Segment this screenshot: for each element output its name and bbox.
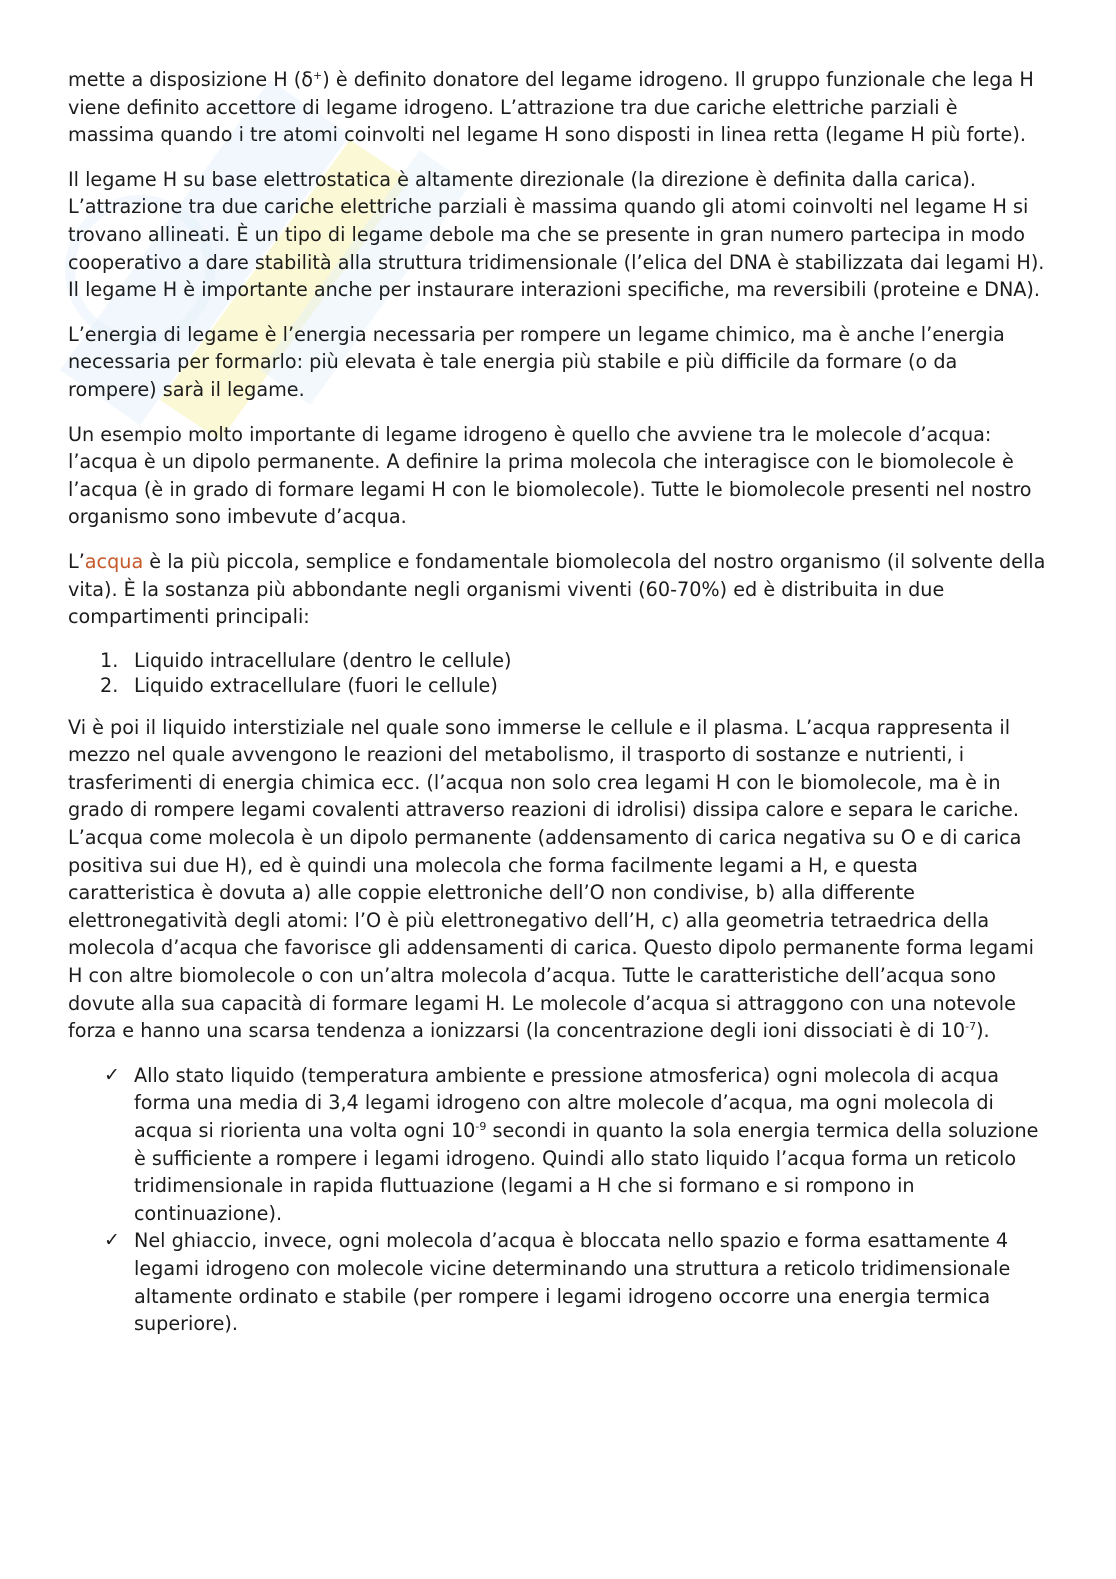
list-item-text: Liquido extracellulare (fuori le cellule) [134, 673, 498, 697]
paragraph-text: Vi è poi il liquido interstiziale nel quale sono immerse le cellule e il plasma. L’acqua rappresenta il mezzo nel quale avvengono le reazioni del metabolismo, il trasporto di sostanze e nutrienti, i trasferimenti di energia chimica ecc. (l’acqua non solo crea legami H con le biomolecole, ma è in grado di rompere legami covalenti attraverso reazioni di idrolisi) dissipa calore e separa le cariche. L’acqua come molecola è un dipolo permanente (addensamento di carica negativa su O e di carica positiva sui due H), ed è quindi una molecola che forma facilmente legami a H, e questa caratteristica è dovuta a) alle coppie elettroniche dell’O non condivise, b) alla differente elettronegatività degli atomi: l’O è più elettronegativo dell’H, c) alla geometria tetraedrica della molecola d’acqua che favorisce gli addensamenti di carica. Questo dipolo permanente forma legami H con altre biomolecole o con un’altra molecola d’acqua. Tutte le caratteristiche dell’acqua sono dovute alla sua capacità di formare legami H. Le molecole d’acqua si attraggono con una notevole forza e hanno una scarsa tendenza a ionizzarsi (la concentrazione degli ioni dissociati è di 10 [68, 715, 1034, 1043]
paragraph-text: ). [976, 1019, 990, 1043]
checkmark-icon: ✓ [104, 1229, 120, 1252]
list-item-text: Nel ghiaccio, invece, ogni molecola d’acqua è bloccata nello spazio e forma esattamente 4 legami idrogeno con molecole vicine determinando una struttura a reticolo tridimensionale altamente ordinato e stabile (per rompere i legami idrogeno occorre una energia termica superiore). [134, 1229, 1011, 1336]
superscript: -9 [475, 1120, 487, 1133]
superscript: + [313, 69, 323, 82]
paragraph-text: mette a disposizione H (δ [68, 68, 314, 91]
list-number: 1. [100, 648, 119, 672]
list-number: 2. [100, 673, 119, 697]
paragraph-directionality: Il legame H su base elettrostatica è altamente direzionale (la direzione è definita dalla carica). L’attrazione tra due cariche elettriche parziali è massima quando gli atomi coinvolti nel legame H si trovano allineati. È un tipo di legame debole ma che se presente in gran numero partecipa in modo cooperativo a dare stabilità alla struttura tridimensionale (l’elica del DNA è stabilizzata dai legami H). Il legame H è importante anche per instaurare interazioni specifiche, ma reversibili (proteine e DNA). [68, 167, 1045, 302]
paragraph-water-intro [68, 548, 1048, 631]
list-item-text: Liquido intracellulare (dentro le cellule) [134, 648, 512, 672]
list-item-text: secondi in quanto la sola energia termica della soluzione è sufficiente a rompere i legami idrogeno. Quindi allo stato liquido l’acqua forma un reticolo tridimensionale in rapida fluttuazione (legami a H che si formano e si rompono in continuazione). [134, 1119, 1039, 1225]
list-item [68, 648, 1048, 673]
numbered-list [68, 648, 1048, 698]
check-list [68, 1062, 1048, 1338]
list-item-text: Allo stato liquido (temperatura ambiente e pressione atmosferica) ogni molecola di acqua forma una media di 3,4 legami idrogeno con altre molecole d’acqua, ma ogni molecola di acqua si riorienta una volta ogni 10 [134, 1063, 999, 1142]
paragraph-hydrogen-donor [68, 66, 1048, 149]
list-item [68, 673, 1048, 698]
paragraph-text: L’ [68, 549, 85, 573]
paragraph-bond-energy: L’energia di legame è l’energia necessaria per rompere un legame chimico, ma è anche l’energia necessaria per formarlo: più elevata è tale energia più stabile e più difficile da formare (o da rompere) sarà il legame. [68, 322, 1005, 401]
checkmark-icon: ✓ [104, 1063, 120, 1086]
paragraph-water-properties [68, 714, 1048, 1045]
list-item [68, 1062, 1048, 1228]
paragraph-text: ) è definito donatore del legame idrogeno. Il gruppo funzionale che lega H viene definito accettore di legame idrogeno. L’attrazione tra due cariche elettriche parziali è massima quando i tre atomi coinvolti nel legame H sono disposti in linea retta (legame H più forte). [68, 68, 1034, 147]
paragraph-water-dipole: Un esempio molto importante di legame idrogeno è quello che avviene tra le molecole d’acqua: l’acqua è un dipolo permanente. A definire la prima molecola che interagisce con le biomolecole è l’acqua (è in grado di formare legami H con le biomolecole). Tutte le biomolecole presenti nel nostro organismo sono imbevute d’acqua. [68, 422, 1032, 529]
highlight-acqua: acqua [84, 549, 144, 573]
list-item [68, 1227, 1048, 1337]
document-page [68, 66, 1048, 1338]
paragraph-text: è la più piccola, semplice e fondamentale biomolecola del nostro organismo (il solvente della vita). È la sostanza più abbondante negli organismi viventi (60-70%) ed è distribuita in due compartimenti principali: [68, 549, 1046, 629]
superscript: -7 [965, 1020, 977, 1034]
